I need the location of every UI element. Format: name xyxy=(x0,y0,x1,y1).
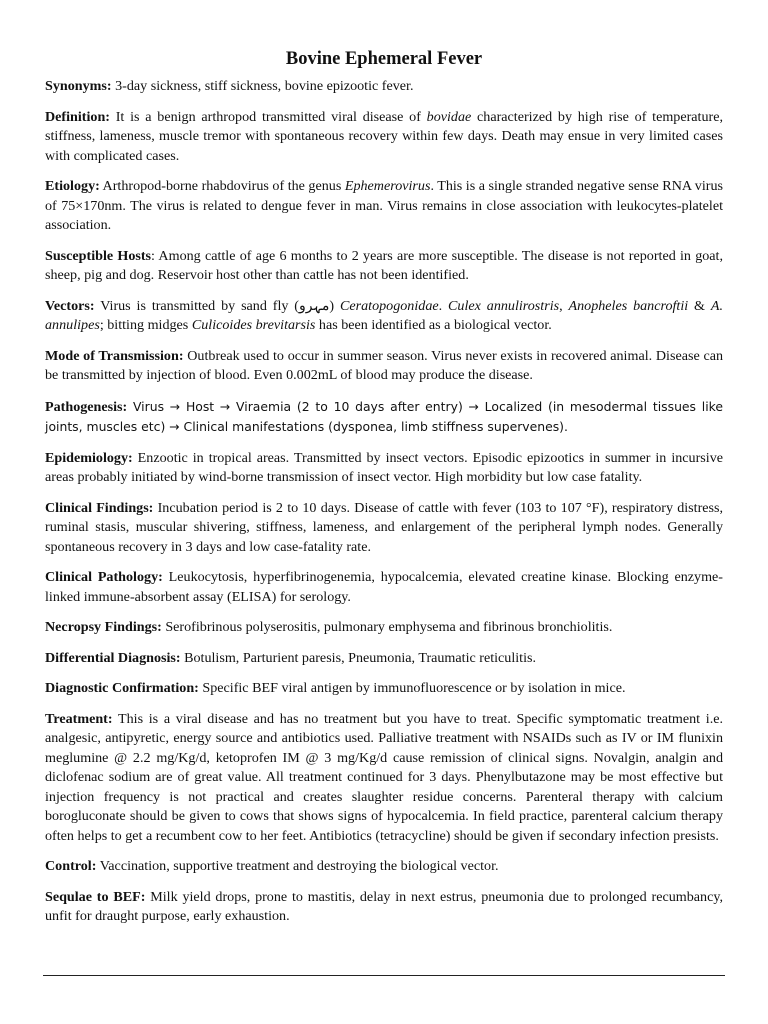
section-label: Sequlae to BEF: xyxy=(45,888,146,905)
section-text: Virus → Host → Viraemia (2 to 10 days after entry) → Localized (in mesodermal tissues like joints, muscles etc) → Clinical manifestations (dysponea, limb stiffness supervenes). xyxy=(45,398,723,434)
document-body xyxy=(45,47,723,938)
section-text: . This is a single stranded negative sense RNA virus of 75×170nm. The virus is related to dengue fever in man. Virus remains in close association with leukocytes-platelet association. xyxy=(45,178,723,233)
section-label: Necropsy Findings: xyxy=(45,619,162,635)
section-text: Incubation period is 2 to 10 days. Disease of cattle with fever (103 to 107 °F), respiratory distress, ruminal stasis, muscular shivering, stiffness, lameness, and enlargement of the peripheral lymph nodes. Generally spontaneous recovery in 3 days and low case-fatality rate. xyxy=(45,499,724,555)
section-vectors xyxy=(45,297,723,336)
section-text: Outbreak used to occur in summer season. Virus never exists in recovered animal. Disease can be transmitted by injection of blood. Even 0.002mL of blood may produce the disease. xyxy=(45,347,723,383)
section-label: Clinical Pathology: xyxy=(45,569,163,585)
section-label: Control: xyxy=(45,858,97,874)
section-label: Vectors: xyxy=(45,297,95,314)
section-label: Susceptible Hosts xyxy=(45,247,152,264)
section-text: , xyxy=(559,297,569,314)
section-diagnostic-confirmation xyxy=(45,679,723,699)
section-text: : Among cattle of age 6 months to 2 years are more susceptible. The disease is not reported in goat, sheep, pig and dog. Reservoir host other than cattle has not been identified. xyxy=(45,247,723,283)
section-pathogenesis xyxy=(45,397,723,438)
footer-divider xyxy=(43,975,725,976)
section-text: & xyxy=(688,297,711,314)
section-sequlae xyxy=(45,888,723,927)
section-text: Arthropod-borne rhabdovirus of the genus xyxy=(99,178,345,194)
section-label: Epidemiology: xyxy=(45,449,133,466)
italic-term: Anopheles bancroftii xyxy=(568,297,689,314)
section-label: Mode of Transmission: xyxy=(45,347,184,364)
section-text: has been identified as a biological vector. xyxy=(315,317,552,333)
section-mode-of-transmission xyxy=(45,347,723,386)
section-text: characterized by high rise of temperature, stiffness, lameness, muscle tremor with spontaneous recovery within few days. Death may ensue in very limited cases with complicated cases. xyxy=(45,108,723,164)
section-text: . xyxy=(438,297,449,314)
section-label: Etiology: xyxy=(45,178,100,194)
section-clinical-findings xyxy=(45,499,723,558)
italic-term: Culicoides brevitarsis xyxy=(191,317,316,333)
italic-term: A. annulipes xyxy=(45,297,724,333)
section-text: Vaccination, supportive treatment and destroying the biological vector. xyxy=(96,858,499,874)
section-etiology xyxy=(45,177,723,236)
italic-term: Culex annulirostris xyxy=(448,297,560,314)
section-text: 3-day sickness, stiff sickness, bovine epizootic fever. xyxy=(111,78,414,94)
section-text: Milk yield drops, prone to mastitis, delay in next estrus, pneumonia due to prolonged recumbancy, unfit for draught purpose, early exhaustion. xyxy=(45,888,723,924)
section-susceptible-hosts xyxy=(45,247,723,286)
section-label: Synonyms: xyxy=(45,78,112,94)
section-text: Enzootic in tropical areas. Transmitted by insect vectors. Episodic epizootics in summer in incursive areas probably initiated by wind-borne transmission of insect vector. High morbidity but low case fatality. xyxy=(45,449,723,485)
section-label: Differential Diagnosis: xyxy=(45,649,181,666)
section-definition xyxy=(45,108,723,167)
section-label: Clinical Findings: xyxy=(45,499,154,516)
italic-term: Ephemerovirus xyxy=(344,178,431,194)
section-label: Pathogenesis: xyxy=(45,398,128,415)
document-title: Bovine Ephemeral Fever xyxy=(285,49,483,69)
section-text: Leukocytosis, hyperfibrinogenemia, hypocalcemia, elevated creatine kinase. Blocking enzyme-linked immune-absorbent assay (ELISA) for serology. xyxy=(45,569,723,605)
section-text: Botulism, Parturient paresis, Pneumonia, Traumatic reticulitis. xyxy=(180,649,537,666)
section-control xyxy=(45,857,723,877)
section-treatment xyxy=(45,710,723,847)
section-differential-diagnosis xyxy=(45,649,723,669)
section-clinical-pathology xyxy=(45,568,723,607)
section-text: This is a viral disease and has no treatment but you have to treat. Specific symptomatic treatment i.e. analgesic, antipyretic, energy source and antibiotics used. Palliative treatment with NSAIDs such as IV or IM flunixin meglumine @ 2.2 mg/Kg/d, ketoprofen IM @ 3 mg/Kg/d cause remission of clinical signs. Novalgin, analgin and diclofenac sodium are of great value. All treatment continued for 3 days. Phenylbutazone may be most effective but injection frequency is not practical and creates slaughter residue concerns. Parenteral therapy with calcium borogluconate should be given to cows that shows signs of hypocalcemia. In field practice, parenteral calcium therapy often helps to get a recumbent cow to her feet. Antibiotics (tetracycline) should be given if secondary infection presists. xyxy=(45,710,723,844)
section-epidemiology xyxy=(45,449,723,488)
section-necropsy-findings xyxy=(45,618,723,638)
section-label: Diagnostic Confirmation: xyxy=(45,680,199,696)
section-text: ; bitting midges xyxy=(99,317,192,333)
urdu-term: مہرو xyxy=(299,297,330,314)
section-label: Treatment: xyxy=(45,710,113,727)
section-text: ) xyxy=(329,297,340,314)
section-text: Virus is transmitted by sand fly ( xyxy=(94,297,299,314)
section-text: Specific BEF viral antigen by immunofluorescence or by isolation in mice. xyxy=(198,680,626,696)
section-text: Serofibrinous polyserositis, pulmonary emphysema and fibrinous bronchiolitis. xyxy=(161,619,613,635)
section-text: It is a benign arthropod transmitted viral disease of xyxy=(109,108,427,125)
italic-term: bovidae xyxy=(426,108,472,125)
section-label: Definition: xyxy=(45,108,110,125)
section-synonyms xyxy=(45,77,723,97)
italic-term: Ceratopogonidae xyxy=(339,297,439,314)
